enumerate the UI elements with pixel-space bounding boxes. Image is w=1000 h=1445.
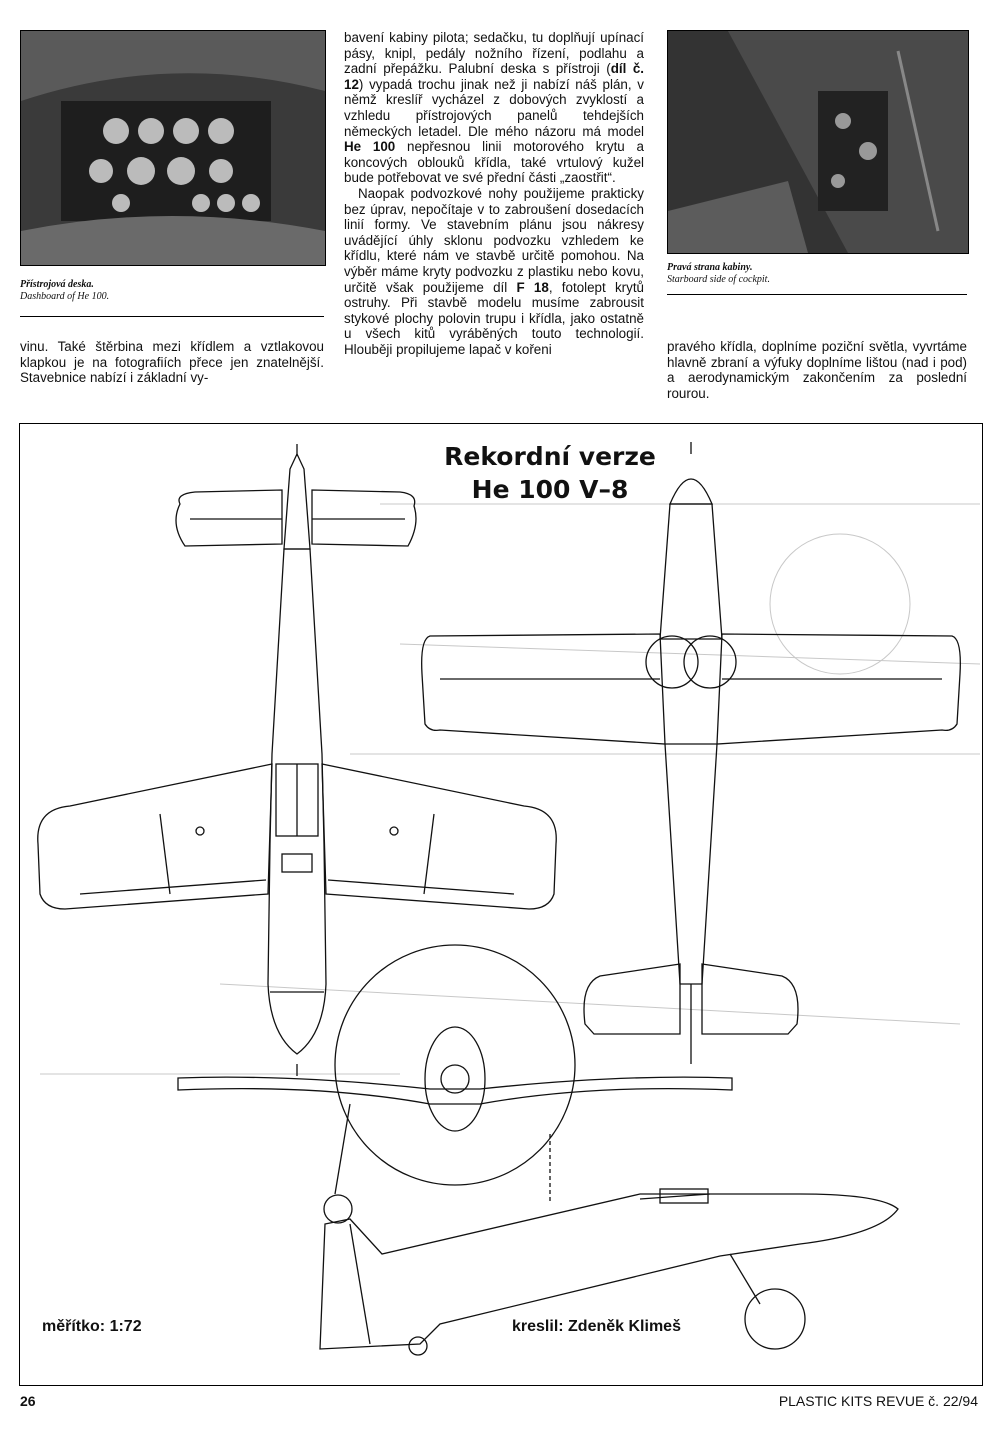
- scale-label: měřítko: 1:72: [42, 1318, 142, 1335]
- paragraph: pravého křídla, doplníme poziční světla, vyvrtáme hlavně zbraní a výfuky doplníme lištou (nad i pod) a aerodynamickým zakončením za poslední rourou.: [667, 339, 967, 401]
- dashboard-caption: [20, 279, 320, 303]
- cockpit-side-photo: [667, 30, 969, 254]
- magazine-name: PLASTIC KITS REVUE č. 22/94: [778, 1393, 978, 1409]
- top-view: [38, 444, 556, 1076]
- caption-title: Pravá strana kabiny.: [667, 262, 753, 273]
- paragraph: bavení kabiny pilota; sedačku, tu doplňují upínací pásy, knipl, pedály nožního řízení, podlahu a zadní přepážku. Palubní deska s přístroji (díl č. 12) vypadá trochu jinak než ji nabízí náš plán, v němž kreslíř vycházel z dobových zvyklostí a vzhledu přístrojových panelů tehdejších německých letadel. Dle mého názoru má model He 100 nepřesnou linii motorového krytu a koncových oblouků křídla, také vrtulový kužel bude potřebovat ve své přední části „zaostřit“.: [344, 30, 644, 186]
- dashboard-photo: [20, 30, 326, 266]
- three-view-drawing-frame: [19, 423, 983, 1386]
- right-column-text: [667, 339, 967, 401]
- caption-title: Přístrojová deska.: [20, 279, 94, 290]
- paragraph: Naopak podvozkové nohy použijeme prakticky bez úprav, nepočítaje v to zabroušení dosedacích linií formy. Ve stavebním plánu jsou nákresy uvádějící úhly sklonu podvozku vzhledem ke křídlu, které nám ve stavbě určitě pomohou. Na výběr máme kryty podvozku z plastiku nebo kovu, určitě však použijeme díl F 18, fotolept krytů ostruhy. Při stavbě modelu musíme zabrousit stykové plochy polovin trupu i křídla, jako ostatně u všech kitů vyráběných touto technologií. Hlouběji propilujeme lapač v kořeni: [344, 185, 645, 357]
- middle-column-text: [344, 30, 644, 357]
- page-number: 26: [20, 1393, 36, 1409]
- caption-subtitle: Starboard side of cockpit.: [667, 274, 770, 285]
- cockpit-caption: [667, 262, 967, 286]
- drawing-title: [420, 442, 680, 505]
- underside-view: [422, 442, 961, 1064]
- left-column-text: [20, 339, 324, 386]
- drawing-title-line2: He 100 V–8: [471, 475, 629, 504]
- drawing-title-line1: Rekordní verze: [444, 442, 656, 471]
- caption-subtitle: Dashboard of He 100.: [20, 291, 110, 302]
- caption-rule: [667, 294, 967, 295]
- author-label: kreslil: Zdeněk Klimeš: [512, 1318, 681, 1335]
- caption-rule: [20, 316, 324, 317]
- paragraph: vinu. Také štěrbina mezi křídlem a vztlakovou klapkou je na fotografiích přece jen znatelnější. Stavebnice nabízí i základní vy-: [20, 339, 324, 386]
- aircraft-three-view-drawing: [20, 424, 982, 1385]
